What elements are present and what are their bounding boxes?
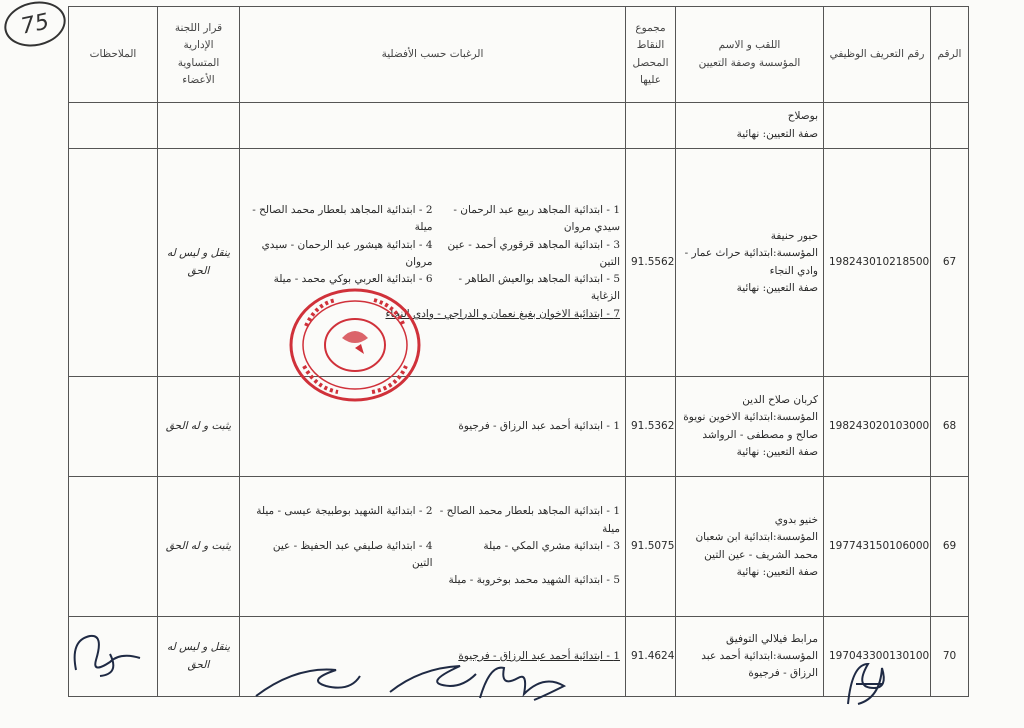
row-decision: يثبت و له الحق (158, 377, 240, 477)
header-score-line1: مجموع (635, 21, 666, 34)
row-num: 70 (931, 617, 969, 697)
header-notes: الملاحظات (69, 7, 158, 103)
header-id: رقم التعريف الوظيفي (824, 7, 931, 103)
row-name: خنيو بدوي (774, 513, 818, 526)
row-institution: المؤسسة:ابتدائية ابن شعبان محمد الشريف - عين التين (695, 531, 818, 561)
signatures-bottom-icon (252, 652, 582, 706)
header-decision-line1: قرار اللجنة الإدارية (174, 21, 223, 52)
wish-item: 3 - ابتدائية مشري المكي - ميلة (483, 539, 620, 552)
row-name-cell (676, 617, 824, 697)
continuation-appointment: صفة التعيين: نهائية (736, 127, 818, 140)
row-decision: ينقل و ليس له الحق (158, 149, 240, 377)
row-decision: ينقل و ليس له الحق (158, 617, 240, 697)
row-decision: يثبت و له الحق (158, 477, 240, 617)
header-name-line2: المؤسسة وصفة التعيين (698, 56, 801, 69)
wish-item: 1 - ابتدائية المجاهد بلعطار محمد الصالح - ميلة (439, 505, 620, 535)
row-appointment: صفة التعيين: نهائية (736, 445, 818, 458)
header-name (676, 7, 824, 103)
row-notes (69, 377, 158, 477)
continuation-name: بوصلاح (787, 110, 818, 123)
wish-item: 5 - ابتدائية المجاهد بوالعيش الطاهر - الزغاية (458, 273, 620, 303)
row-num: 67 (931, 149, 969, 377)
header-score-line2: النقاط (636, 39, 665, 52)
wish-item: 4 - ابتدائية هيشور عبد الرحمان - سيدي مروان (261, 238, 433, 268)
header-decision (158, 7, 240, 103)
wish-item: 6 - ابتدائية العربي بوكي محمد - ميلة (273, 273, 433, 286)
wish-item: 3 - ابتدائية المجاهد قرقوري أحمد - عين التين (447, 238, 620, 268)
page-number: 75 (0, 0, 70, 52)
row-num: 69 (931, 477, 969, 617)
header-score-line3: المحصل (632, 56, 669, 69)
wish-item: 5 - ابتدائية الشهيد محمد بوخروبة - ميلة (448, 574, 620, 587)
row-name: مرابط فيلالي التوفيق (726, 632, 818, 645)
header-score (626, 7, 676, 103)
row-name-cell (676, 477, 824, 617)
row-institution: المؤسسة:ابتدائية الاخوين نويوة صالح و مصطفى - الرواشد (683, 411, 818, 441)
transfer-roster-table (68, 6, 969, 697)
row-score: 91.5075 (626, 477, 676, 617)
header-name-line1: اللقب و الاسم (718, 39, 781, 52)
header-decision-line2: المتساوية الأعضاء (177, 56, 220, 86)
row-institution: المؤسسة:ابتدائية حراث عمار - وادي النجاء (684, 247, 818, 277)
row-score: 91.5362 (626, 377, 676, 477)
header-num: الرقم (931, 7, 969, 103)
row-notes (69, 477, 158, 617)
row-id: 198243010218500 (824, 149, 931, 377)
continuation-cell (676, 103, 824, 149)
row-id: 198243020103000 (824, 377, 931, 477)
wish-item: 7 - ابتدائية الاخوان بغيغ نعمان و الدراجي - وادي النجاء (385, 307, 620, 320)
row-name-cell (676, 149, 824, 377)
table-row-continuation (69, 103, 969, 149)
table-row (69, 377, 969, 477)
wish-item: 1 - ابتدائية أحمد عبد الرزاق - فرجيوة (458, 419, 620, 432)
wish-item: 2 - ابتدائية الشهيد بوطبيجة عيسى - ميلة (256, 505, 433, 518)
row-id: 197043300130100 (824, 617, 931, 697)
table-row (69, 149, 969, 377)
wish-item: 2 - ابتدائية المجاهد بلعطار محمد الصالح - ميلة (252, 203, 433, 234)
row-name: كربان صلاح الدين (742, 393, 818, 406)
row-name-cell (676, 377, 824, 477)
row-notes (69, 149, 158, 377)
header-wishes: الرغبات حسب الأفضلية (240, 7, 626, 103)
header-score-line4: عليها (640, 73, 661, 86)
row-institution: المؤسسة:ابتدائية أحمد عبد الرزاق - فرجيوة (701, 649, 818, 680)
row-id: 197743150106000 (824, 477, 931, 617)
table-header-row (69, 7, 969, 103)
row-wishes (240, 477, 626, 617)
row-appointment: صفة التعيين: نهائية (736, 281, 818, 294)
official-stamp-icon (286, 286, 424, 404)
row-score: 91.5562 (626, 149, 676, 377)
signature-right-icon (838, 654, 898, 710)
row-appointment: صفة التعيين: نهائية (736, 565, 818, 578)
row-num: 68 (931, 377, 969, 477)
table-row (69, 477, 969, 617)
wish-item: 4 - ابتدائية صليفي عبد الحفيظ - عين التين (272, 539, 433, 570)
wish-item: 1 - ابتدائية المجاهد ربيع عبد الرحمان - سيدي مروان (453, 203, 620, 234)
row-score: 91.4624 (626, 617, 676, 697)
row-name: حبور حنيفة (770, 229, 818, 242)
signature-left-icon (70, 618, 146, 688)
wish-item: 1 - ابتدائية أحمد عبد الرزاق - فرجيوة (458, 649, 620, 662)
